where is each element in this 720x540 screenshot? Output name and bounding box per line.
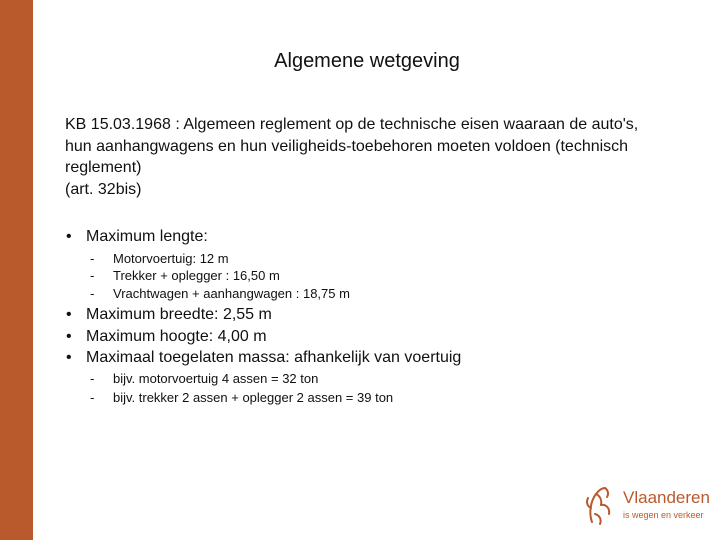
- sub-item-text: Vrachtwagen + aanhangwagen : 18,75 m: [113, 286, 350, 301]
- sub-item-text: Motorvoertuig: 12 m: [113, 251, 229, 266]
- bullet-text: Maximum breedte: 2,55 m: [86, 306, 272, 323]
- sub-item-text: bijv. motorvoertuig 4 assen = 32 ton: [113, 371, 319, 386]
- slide-title: Algemene wetgeving: [274, 50, 460, 72]
- intro-paragraph: [65, 114, 665, 200]
- intro-line: (art. 32bis): [65, 180, 142, 198]
- bullet-text: Maximum hoogte: 4,00 m: [86, 328, 267, 345]
- sub-item-text: Trekker + oplegger : 16,50 m: [113, 268, 280, 283]
- sub-item: - Trekker + oplegger : 16,50 m: [90, 268, 280, 283]
- sub-item: - bijv. motorvoertuig 4 assen = 32 ton: [90, 371, 319, 386]
- bullet-max-height: • Maximum hoogte: 4,00 m: [66, 328, 267, 345]
- vlaanderen-logo: [583, 484, 710, 528]
- intro-line: hun aanhangwagens en hun veiligheids-toebehoren moeten voldoen (technisch: [65, 137, 629, 155]
- logo-wordmark: Vlaanderen: [623, 488, 710, 507]
- sub-item: - Motorvoertuig: 12 m: [90, 251, 229, 266]
- flemish-lion-icon: [583, 484, 617, 528]
- sub-item: - Vrachtwagen + aanhangwagen : 18,75 m: [90, 286, 350, 301]
- intro-line: reglement): [65, 159, 142, 176]
- bullet-max-mass: • Maximaal toegelaten massa: afhankelijk van voertuig: [66, 349, 462, 366]
- intro-line: KB 15.03.1968 : Algemeen reglement op de technische eisen waaraan de auto's,: [65, 116, 639, 133]
- logo-tagline: is wegen en verkeer: [623, 510, 704, 520]
- bullet-max-width: • Maximum breedte: 2,55 m: [66, 306, 272, 323]
- bullet-text: Maximaal toegelaten massa: afhankelijk van voertuig: [86, 349, 462, 366]
- sub-item-text: bijv. trekker 2 assen + oplegger 2 assen = 39 ton: [113, 390, 394, 405]
- bullet-max-length: • Maximum lengte:: [66, 228, 208, 245]
- sub-item: - bijv. trekker 2 assen + oplegger 2 assen = 39 ton: [90, 390, 394, 405]
- side-accent-bar: [0, 0, 33, 540]
- bullet-text: Maximum lengte:: [86, 228, 208, 245]
